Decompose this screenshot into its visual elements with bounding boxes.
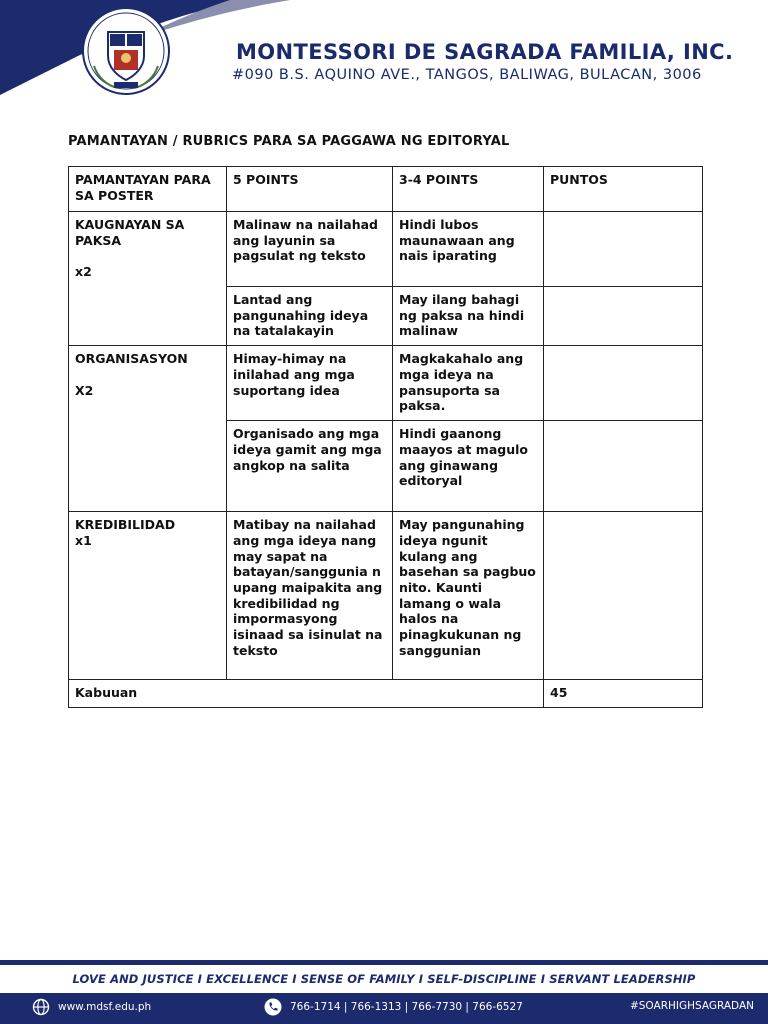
total-value: 45 [544,680,703,708]
header-puntos: PUNTOS [544,167,703,212]
criterion-multiplier: X2 [75,382,94,398]
table-row [69,512,703,680]
table-header-row [69,167,703,212]
total-row [69,680,703,708]
header-3-4-points: 3-4 POINTS [393,167,544,212]
criterion-cell [69,346,227,512]
footer-phones [264,998,523,1016]
total-label: Kabuuan [69,680,544,708]
three-four-points-cell: Magkakahalo ang mga ideya na pansuporta sa paksa. [393,346,544,421]
five-points-cell: Himay-himay na inilahad ang mga suportang idea [227,346,393,421]
puntos-cell [544,287,703,346]
three-four-points-cell: Hindi gaanong maayos at magulo ang ginawang editoryal [393,421,544,512]
website-link[interactable]: www.mdsf.edu.ph [58,1001,152,1013]
header-criteria: PAMANTAYAN PARA SA POSTER [69,167,227,212]
rubric-table [68,166,703,708]
school-name: MONTESSORI DE SAGRADA FAMILIA, INC. [236,40,734,64]
footer-hashtag: #SOARHIGHSAGRADAN [629,1000,754,1012]
three-four-points-cell: May pangunahing ideya ngunit kulang ang basehan sa pagbuo nito. Kaunti lamang o wala halos na pinagkukunan ng sanggunian [393,512,544,680]
criterion-name: KAUGNAYAN SA PAKSA [75,217,185,248]
puntos-cell [544,346,703,421]
three-four-points-cell: May ilang bahagi ng paksa na hindi malinaw [393,287,544,346]
puntos-cell [544,512,703,680]
criterion-name: ORGANISASYON [75,351,188,367]
criterion-multiplier: x2 [75,264,92,280]
table-row [69,212,703,287]
phone-numbers: 766-1714 | 766-1313 | 766-7730 | 766-6527 [290,1001,523,1013]
puntos-cell [544,421,703,512]
phone-icon [264,998,282,1016]
three-four-points-cell: Hindi lubos maunawaan ang nais iparating [393,212,544,287]
five-points-cell: Lantad ang pangunahing ideya na tatalakayin [227,287,393,346]
puntos-cell [544,212,703,287]
table-row [69,346,703,421]
footer-rule [0,960,768,965]
document-title: PAMANTAYAN / RUBRICS PARA SA PAGGAWA NG EDITORYAL [68,134,510,149]
header-5-points: 5 POINTS [227,167,393,212]
five-points-cell: Organisado ang mga ideya gamit ang mga angkop na salita [227,421,393,512]
globe-icon [32,998,50,1016]
criterion-multiplier: x1 [75,532,92,548]
school-address: #090 B.S. AQUINO AVE., TANGOS, BALIWAG, BULACAN, 3006 [232,67,702,83]
criterion-cell [69,212,227,346]
school-logo [76,6,176,96]
criterion-cell [69,512,227,680]
five-points-cell: Matibay na nailahad ang mga ideya nang may sapat na batayan/sanggunia n upang maipakita ang kredibilidad ng impormasyong isinaad sa isinulat na teksto [227,512,393,680]
footer-motto: LOVE AND JUSTICE I EXCELLENCE I SENSE OF FAMILY I SELF-DISCIPLINE I SERVANT LEADERSHIP [72,972,696,986]
criterion-name: KREDIBILIDAD [75,517,176,533]
footer-website [32,998,151,1016]
five-points-cell: Malinaw na nailahad ang layunin sa pagsulat ng teksto [227,212,393,287]
